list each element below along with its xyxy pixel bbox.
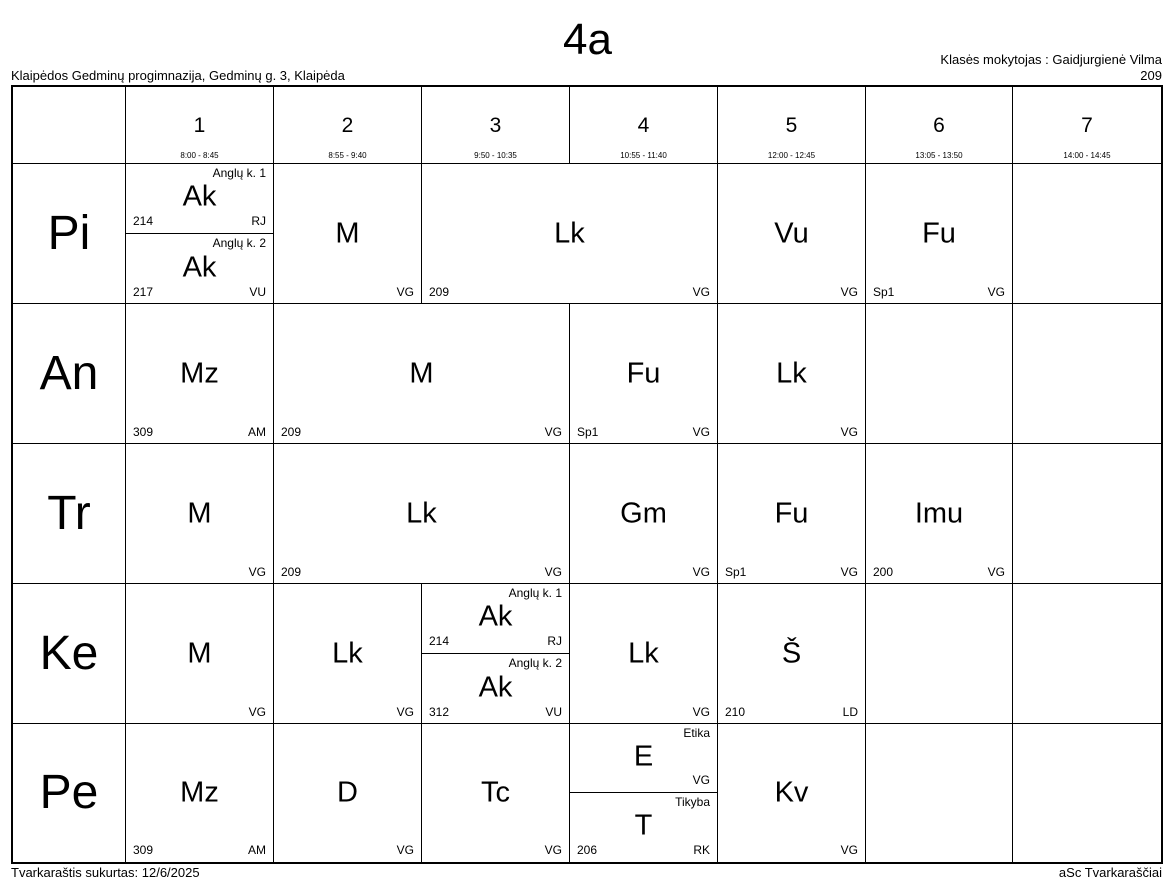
period-number: 7 [1081,114,1093,137]
lesson-card[interactable] [126,164,273,234]
group-label: Anglų k. 1 [212,166,266,180]
day-label: Tr [47,486,91,540]
subject-label: Kv [774,776,809,809]
period-time: 13:05 - 13:50 [915,151,963,160]
subject-label: M [187,497,212,530]
empty-cell [866,304,1013,444]
day-label: Pe [39,766,99,819]
subject-label: Mz [180,357,219,390]
lesson-cell [274,584,422,724]
teacher-label: VG [396,285,414,299]
period-number: 1 [193,114,206,137]
teacher-label: VG [544,565,562,579]
empty-cell [1013,304,1161,444]
lesson-cell [274,724,422,862]
room-label: 217 [133,285,154,299]
subject-label: Fu [774,497,809,530]
lesson-card[interactable] [570,724,717,793]
teacher-label: VG [544,425,562,439]
subject-label: Gm [620,497,667,530]
teacher-label: VG [396,705,414,719]
room-label: 209 [429,285,450,299]
teacher-label: VG [248,565,266,579]
period-number: 6 [933,114,945,137]
room-label: 309 [133,425,154,439]
lesson-card[interactable] [866,164,1012,304]
teacher-label: VG [692,425,710,439]
lesson-card[interactable] [718,164,865,304]
lesson-card[interactable] [126,304,273,444]
room-label: 210 [725,705,746,719]
day-header [13,304,126,444]
teacher-label: VG [544,843,562,857]
empty-cell [1013,724,1161,862]
lesson-cell [570,724,718,862]
subject-label: Š [781,637,802,670]
empty-cell [1013,444,1161,584]
subject-label: Ak [478,600,513,633]
lesson-card[interactable] [274,444,569,584]
room-label: 214 [133,214,154,228]
teacher-label: VG [692,565,710,579]
lesson-cell [718,584,866,724]
group-label: Tikyba [675,795,710,809]
teacher-label: VG [248,705,266,719]
lesson-cell [718,444,866,584]
period-header [274,87,422,164]
teacher-label: RJ [547,634,562,648]
lesson-card[interactable] [422,724,569,862]
teacher-label: RK [693,843,710,857]
day-header [13,444,126,584]
subject-label: E [633,740,654,773]
timetable-grid [11,85,1163,864]
software-name: aSc Tvarkaraščiai [1058,865,1162,880]
corner-cell [13,87,126,164]
day-label: An [39,346,99,400]
teacher-label: VG [987,285,1005,299]
lesson-cell [718,724,866,862]
subject-label: Vu [774,217,809,250]
lesson-card[interactable] [718,444,865,584]
subject-label: M [409,357,434,390]
lesson-card[interactable] [718,584,865,724]
day-header [13,584,126,724]
lesson-cell [274,164,422,304]
lesson-cell [126,724,274,862]
teacher-label: VU [545,705,562,719]
lesson-cell [570,304,718,444]
lesson-card[interactable] [126,724,273,862]
subject-label: T [634,809,653,842]
lesson-card[interactable] [570,793,717,862]
lesson-card[interactable] [422,584,569,654]
lesson-card[interactable] [126,234,273,304]
teacher-label: AM [248,425,266,439]
empty-cell [1013,584,1161,724]
lesson-card[interactable] [126,444,273,584]
group-label: Anglų k. 2 [508,656,562,670]
period-number: 3 [489,114,502,137]
lesson-card[interactable] [274,584,421,724]
subject-label: Lk [628,637,659,670]
lesson-card[interactable] [570,304,717,444]
lesson-card[interactable] [126,584,273,724]
room-label: 209 [281,565,302,579]
class-room: 209 [1140,68,1162,83]
subject-label: Tc [481,776,510,809]
room-label: 309 [133,843,154,857]
lesson-cell [718,304,866,444]
teacher-label: VG [840,285,858,299]
period-header [126,87,274,164]
subject-label: Imu [914,497,964,530]
created-date: Tvarkaraštis sukurtas: 12/6/2025 [11,865,200,880]
teacher-label: VG [840,843,858,857]
lesson-cell [126,304,274,444]
lesson-cell [422,164,718,304]
day-label: Ke [39,626,99,680]
teacher-label: VG [692,773,710,787]
period-number: 5 [785,114,798,137]
group-label: Anglų k. 1 [508,586,562,600]
teacher-label: VG [396,843,414,857]
teacher-label: VG [840,425,858,439]
room-label: Sp1 [725,565,747,579]
room-label: 200 [873,565,894,579]
lesson-card[interactable] [274,724,421,862]
subject-label: Lk [332,637,363,670]
lesson-card[interactable] [422,164,717,304]
day-header [13,164,126,304]
lesson-card[interactable] [570,444,717,584]
lesson-card[interactable] [422,654,569,724]
subject-label: Fu [922,217,956,250]
empty-cell [866,724,1013,862]
lesson-cell [126,444,274,584]
teacher-label: VG [692,285,710,299]
lesson-cell [126,164,274,304]
subject-label: Ak [478,671,513,704]
period-time: 12:00 - 12:45 [767,151,816,160]
lesson-card[interactable] [570,584,717,724]
lesson-cell [422,724,570,862]
lesson-card[interactable] [274,304,569,444]
lesson-cell [718,164,866,304]
period-number: 2 [341,114,354,137]
group-label: Etika [683,726,710,740]
lesson-cell [274,304,570,444]
period-header [718,87,866,164]
subject-label: Mz [180,776,219,809]
period-time: 10:55 - 11:40 [620,151,667,160]
school-address: Klaipėdos Gedminų progimnazija, Gedminų g. 3, Klaipėda [11,68,345,83]
room-label: 312 [429,705,450,719]
subject-label: M [335,217,360,250]
teacher-label: LD [842,705,858,719]
empty-cell [866,584,1013,724]
lesson-cell [570,584,718,724]
subject-label: Lk [554,217,585,250]
room-label: 206 [577,843,598,857]
lesson-card[interactable] [718,724,865,862]
room-label: Sp1 [873,285,895,299]
group-label: Anglų k. 2 [212,236,266,250]
period-header [570,87,718,164]
lesson-cell [422,584,570,724]
teacher-label: RJ [251,214,266,228]
period-header [866,87,1013,164]
lesson-card[interactable] [866,444,1012,584]
period-time: 8:00 - 8:45 [180,151,219,160]
teacher-label: VG [987,565,1005,579]
period-time: 8:55 - 9:40 [328,151,367,160]
class-teacher: Klasės mokytojas : Gaidjurgienė Vilma [940,52,1162,67]
lesson-card[interactable] [274,164,421,304]
period-number: 4 [637,114,650,137]
lesson-card[interactable] [718,304,865,444]
subject-label: M [187,637,212,670]
subject-label: Ak [182,251,217,284]
period-header [1013,87,1161,164]
day-label: Pi [47,206,91,260]
day-header [13,724,126,862]
subject-label: Lk [776,357,807,390]
empty-cell [1013,164,1161,304]
lesson-cell [866,164,1013,304]
subject-label: Ak [182,180,217,213]
room-label: 214 [429,634,450,648]
period-header [422,87,570,164]
period-time: 14:00 - 14:45 [1063,151,1111,160]
room-label: Sp1 [577,425,599,439]
room-label: 209 [281,425,302,439]
teacher-label: VG [692,705,710,719]
lesson-cell [866,444,1013,584]
teacher-label: AM [248,843,266,857]
page-title: 4a [563,15,612,64]
lesson-cell [274,444,570,584]
lesson-cell [570,444,718,584]
subject-label: D [337,776,358,809]
subject-label: Lk [406,497,437,530]
teacher-label: VU [249,285,266,299]
subject-label: Fu [626,357,661,390]
lesson-cell [126,584,274,724]
teacher-label: VG [840,565,858,579]
period-time: 9:50 - 10:35 [474,151,517,160]
